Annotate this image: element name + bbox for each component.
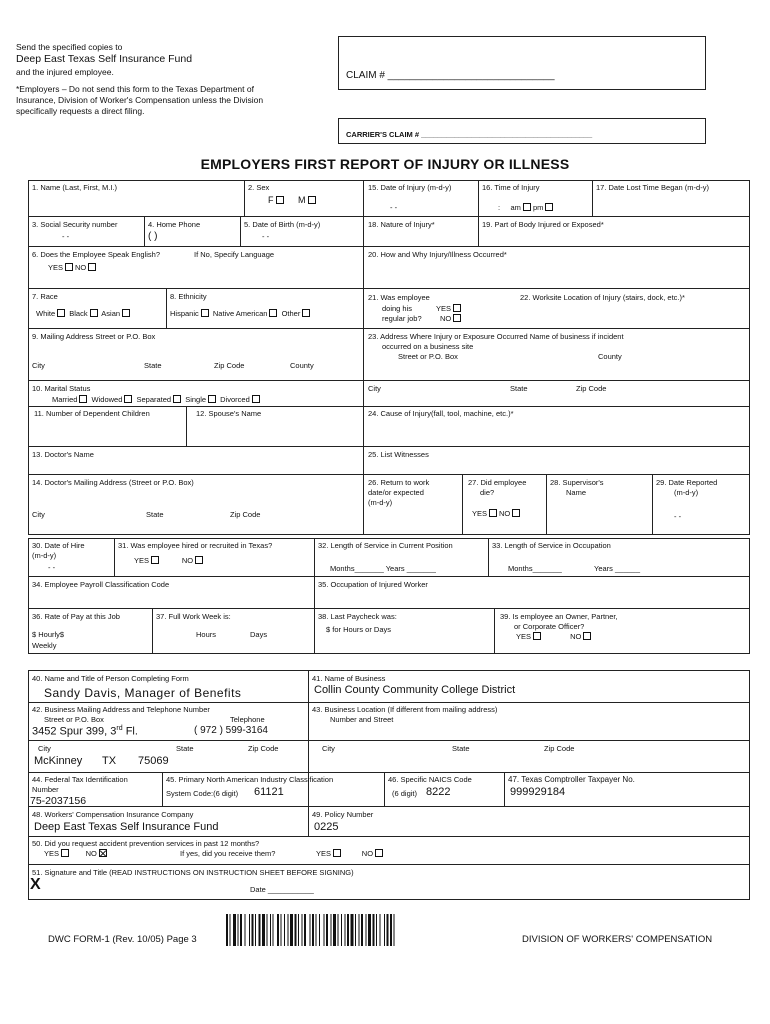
field-11-dependents[interactable]: 11. Number of Dependent Children bbox=[34, 409, 150, 418]
tax-id-value[interactable]: 75-2037156 bbox=[30, 795, 87, 807]
sex-f-label: F bbox=[268, 195, 274, 205]
sex-f-checkbox[interactable] bbox=[276, 196, 284, 204]
rate-of-pay-hourly[interactable]: $ Hourly$ bbox=[32, 630, 65, 639]
ssn-dashes: - - bbox=[62, 232, 70, 241]
specific-naics-label: (6 digit) bbox=[392, 789, 418, 798]
date-reported-line2: (m-d-y) bbox=[674, 488, 699, 497]
injury-address-line2: occurred on a business site bbox=[382, 342, 474, 351]
prevention-yes-checkbox[interactable] bbox=[61, 849, 69, 857]
injury-state-label: State bbox=[510, 384, 528, 393]
regular-job-text-2: regular job? bbox=[382, 314, 422, 323]
ethnicity-native-label: Native American bbox=[212, 309, 268, 318]
single-checkbox[interactable] bbox=[208, 395, 216, 403]
race-asian-checkbox[interactable] bbox=[122, 309, 130, 317]
signature-date[interactable]: Date ___________ bbox=[250, 885, 314, 894]
died-line2: die? bbox=[480, 488, 495, 497]
field-4-home-phone[interactable]: 4. Home Phone bbox=[148, 220, 201, 229]
field-22-worksite[interactable]: 22. Worksite Location of Injury (stairs, dock, etc.)* bbox=[520, 293, 685, 302]
hired-yes-label: YES bbox=[134, 556, 150, 565]
sex-m-checkbox[interactable] bbox=[308, 196, 316, 204]
field-33-service-occupation: 33. Length of Service in Occupation bbox=[492, 541, 611, 550]
field-41-business-name: 41. Name of Business bbox=[312, 674, 386, 683]
field-31-hired-texas: 31. Was employee hired or recruited in Texas? bbox=[118, 541, 273, 550]
race-options bbox=[36, 309, 132, 318]
last-paycheck-values[interactable]: $ for Hours or Days bbox=[326, 625, 392, 634]
field-16-injury-time[interactable]: 16. Time of Injury bbox=[482, 183, 540, 192]
received-no-checkbox[interactable] bbox=[375, 849, 383, 857]
owner-no-checkbox[interactable] bbox=[583, 632, 591, 640]
owner-no-label: NO bbox=[570, 632, 582, 641]
hired-no-checkbox[interactable] bbox=[195, 556, 203, 564]
field-6-english: 6. Does the Employee Speak English? bbox=[32, 250, 160, 259]
business-city-value[interactable]: McKinney bbox=[34, 755, 83, 767]
hired-texas-options bbox=[134, 556, 205, 565]
business-telephone-label: Telephone bbox=[230, 715, 265, 724]
business-street-label: Street or P.O. Box bbox=[44, 715, 104, 724]
rate-of-pay-weekly: Weekly bbox=[32, 641, 57, 650]
time-options bbox=[498, 203, 555, 212]
field-48-wc-insurer: 48. Workers' Compensation Insurance Company bbox=[32, 810, 194, 819]
doctor-zip-label: Zip Code bbox=[230, 510, 261, 519]
field-13-doctor[interactable]: 13. Doctor's Name bbox=[32, 450, 94, 459]
field-30-hire-date[interactable]: 30. Date of Hire bbox=[32, 541, 85, 550]
work-week-hours[interactable]: Hours bbox=[196, 630, 217, 639]
field-50-prevention: 50. Did you request accident prevention services in past 12 months? bbox=[32, 839, 260, 848]
field-51-signature: 51. Signature and Title (READ INSTRUCTIONS ON INSTRUCTION SHEET BEFORE SIGNING) bbox=[32, 868, 354, 877]
english-yes-checkbox[interactable] bbox=[65, 263, 73, 271]
field-8-ethnicity: 8. Ethnicity bbox=[170, 292, 207, 301]
hired-yes-checkbox[interactable] bbox=[151, 556, 159, 564]
mailing-city-label: City bbox=[32, 361, 45, 370]
ethnicity-other-checkbox[interactable] bbox=[302, 309, 310, 317]
business-phone-value[interactable]: ( 972 ) 599-3164 bbox=[194, 725, 268, 736]
owner-line2: or Corporate Officer? bbox=[514, 622, 585, 631]
received-yes-label: YES bbox=[316, 849, 332, 858]
prevention-no-checkbox[interactable] bbox=[99, 849, 107, 857]
mailing-county-label: County bbox=[290, 361, 314, 370]
prevention-yes-label: YES bbox=[44, 849, 60, 858]
return-work-line2: date/or expected bbox=[368, 488, 424, 497]
prevention-no-label: NO bbox=[85, 849, 97, 858]
sex-options bbox=[268, 195, 318, 206]
race-black-label: Black bbox=[69, 309, 88, 318]
regular-job-no-label: NO bbox=[440, 314, 452, 323]
english-yes-label: YES bbox=[48, 263, 64, 272]
business-zip-label: Zip Code bbox=[248, 744, 279, 753]
specific-naics-value[interactable]: 8222 bbox=[426, 786, 451, 798]
field-24-cause[interactable]: 24. Cause of Injury(fall, tool, machine, etc.)* bbox=[368, 409, 514, 418]
english-options bbox=[48, 263, 98, 272]
service-occupation-years[interactable]: Years ______ bbox=[594, 564, 641, 573]
date-reported-dashes: - - bbox=[674, 512, 682, 521]
ethnicity-other-label: Other bbox=[281, 309, 301, 318]
race-white-checkbox[interactable] bbox=[57, 309, 65, 317]
divorced-label: Divorced bbox=[220, 395, 250, 404]
injury-date-dashes: - - bbox=[390, 203, 398, 212]
field-47-comptroller: 47. Texas Comptroller Taxpayer No. bbox=[508, 775, 635, 784]
comptroller-value[interactable]: 999929184 bbox=[510, 786, 566, 798]
instructions-line3: and the injured employee. bbox=[16, 67, 114, 77]
died-yes-checkbox[interactable] bbox=[489, 509, 497, 517]
died-yes-label: YES bbox=[472, 509, 488, 518]
field-18-nature[interactable]: 18. Nature of Injury* bbox=[368, 220, 435, 229]
regular-job-text-1: doing his bbox=[382, 304, 413, 313]
field-34-payroll-code[interactable]: 34. Employee Payroll Classification Code bbox=[32, 580, 170, 589]
owner-options bbox=[516, 632, 593, 641]
naics-system-code-label: System Code:(6 digit) bbox=[166, 789, 239, 798]
field-14-doctor-address[interactable]: 14. Doctor's Mailing Address (Street or P.O. Box) bbox=[32, 478, 194, 487]
widowed-checkbox[interactable] bbox=[124, 395, 132, 403]
ethnicity-options bbox=[170, 309, 312, 318]
employer-note-1: *Employers – Do not send this form to the Texas Department of bbox=[16, 84, 254, 94]
regular-job-no-checkbox[interactable] bbox=[453, 314, 461, 322]
field-10-marital: 10. Marital Status bbox=[32, 384, 91, 393]
regular-job-yes-checkbox[interactable] bbox=[453, 304, 461, 312]
field-15-injury-date[interactable]: 15. Date of Injury (m-d-y) bbox=[368, 183, 452, 192]
mailing-state-label: State bbox=[144, 361, 162, 370]
hire-date-dashes: - - bbox=[48, 563, 56, 572]
hired-no-label: NO bbox=[181, 556, 194, 565]
field-43-business-location[interactable]: 43. Business Location (If different from mailing address) bbox=[312, 705, 498, 714]
signature-x[interactable]: X bbox=[30, 876, 41, 893]
phone-paren: ( ) bbox=[148, 231, 158, 242]
injury-street-label: Street or P.O. Box bbox=[398, 352, 458, 361]
employer-note-2: Insurance, Division of Worker's Compensation unless the Division bbox=[16, 95, 264, 105]
died-no-label: NO bbox=[499, 509, 511, 518]
pm-checkbox[interactable] bbox=[545, 203, 553, 211]
ethnicity-hispanic-checkbox[interactable] bbox=[201, 309, 209, 317]
died-options bbox=[472, 509, 522, 518]
barcode bbox=[226, 914, 514, 946]
form-number: DWC FORM-1 (Rev. 10/05) Page 3 bbox=[48, 934, 197, 945]
field-20-how-why[interactable]: 20. How and Why Injury/Illness Occurred* bbox=[368, 250, 507, 259]
business-name-value[interactable]: Collin County Community College District bbox=[314, 684, 516, 696]
injury-county-label: County bbox=[598, 352, 622, 361]
field-25-witnesses[interactable]: 25. List Witnesses bbox=[368, 450, 429, 459]
business-state-label: State bbox=[176, 744, 194, 753]
race-black-checkbox[interactable] bbox=[90, 309, 98, 317]
field-44-tax-id: 44. Federal Tax Identification bbox=[32, 775, 128, 784]
employer-note-3: specifically requests a direct filing. bbox=[16, 106, 145, 116]
wc-insurer-value[interactable]: Deep East Texas Self Insurance Fund bbox=[34, 821, 219, 833]
field-28-supervisor[interactable]: 28. Supervisor's bbox=[550, 478, 604, 487]
policy-value[interactable]: 0225 bbox=[314, 821, 339, 833]
business-state-value[interactable]: TX bbox=[102, 755, 117, 767]
service-current-months-years[interactable]: Months_______ Years _______ bbox=[330, 564, 436, 573]
field-39-owner: 39. Is employee an Owner, Partner, bbox=[500, 612, 618, 621]
division-name: DIVISION OF WORKERS' COMPENSATION bbox=[522, 934, 713, 945]
injury-city-label: City bbox=[368, 384, 381, 393]
dob-dashes: - - bbox=[262, 232, 270, 241]
field-35-occupation[interactable]: 35. Occupation of Injured Worker bbox=[318, 580, 428, 589]
field-7-race: 7. Race bbox=[32, 292, 58, 301]
regular-job-no bbox=[440, 314, 463, 323]
field-37-work-week: 37. Full Work Week is: bbox=[156, 612, 231, 621]
business-location-street-label: Number and Street bbox=[330, 715, 394, 724]
field-40-completer: 40. Name and Title of Person Completing Form bbox=[32, 674, 189, 683]
field-9-mailing-address[interactable]: 9. Mailing Address Street or P.O. Box bbox=[32, 332, 156, 341]
race-white-label: White bbox=[36, 309, 56, 318]
field-21-regular-job: 21. Was employee bbox=[368, 293, 430, 302]
am-label: am bbox=[510, 203, 521, 212]
business-city-label: City bbox=[38, 744, 51, 753]
business-street-floor: Fl. bbox=[122, 725, 138, 738]
claim-number[interactable]: CLAIM # ______________________________ bbox=[346, 70, 555, 81]
field-3-ssn[interactable]: 3. Social Security number bbox=[32, 220, 118, 229]
business-street-text: 3452 Spur 399, 3 bbox=[32, 725, 117, 738]
work-week-days[interactable]: Days bbox=[250, 630, 268, 639]
single-label: Single bbox=[185, 395, 207, 404]
race-asian-label: Asian bbox=[101, 309, 121, 318]
english-no-checkbox[interactable] bbox=[88, 263, 96, 271]
am-checkbox[interactable] bbox=[523, 203, 531, 211]
prevention-options bbox=[44, 849, 109, 858]
field-19-body-part[interactable]: 19. Part of Body Injured or Exposed* bbox=[482, 220, 604, 229]
married-checkbox[interactable] bbox=[79, 395, 87, 403]
received-yes-checkbox[interactable] bbox=[333, 849, 341, 857]
naics-value[interactable]: 61121 bbox=[254, 786, 284, 798]
business-street-value[interactable] bbox=[32, 725, 138, 738]
time-colon: : bbox=[498, 203, 501, 212]
completer-value[interactable]: Sandy Davis, Manager of Benefits bbox=[44, 686, 242, 700]
claim-box bbox=[338, 36, 706, 90]
supervisor-line2: Name bbox=[566, 488, 587, 497]
marital-options bbox=[52, 395, 262, 404]
owner-yes-checkbox[interactable] bbox=[533, 632, 541, 640]
sex-m-label: M bbox=[298, 195, 306, 205]
regular-job-yes-label: YES bbox=[436, 304, 452, 313]
pm-label: pm bbox=[532, 203, 544, 212]
business-street-sup: rd bbox=[116, 725, 123, 732]
field-27-died: 27. Did employee bbox=[468, 478, 527, 487]
tax-id-line2: Number bbox=[32, 785, 59, 794]
injury-zip-label: Zip Code bbox=[576, 384, 607, 393]
died-no-checkbox[interactable] bbox=[512, 509, 520, 517]
mailing-zip-label: Zip Code bbox=[214, 361, 245, 370]
service-occupation-months[interactable]: Months_______ bbox=[508, 564, 562, 573]
field-32-service-current: 32. Length of Service in Current Position bbox=[318, 541, 453, 550]
business-zip-value[interactable]: 75069 bbox=[138, 755, 169, 767]
field-23-injury-address[interactable]: 23. Address Where Injury or Exposure Occurred Name of business if incident bbox=[368, 332, 624, 341]
form-title: EMPLOYERS FIRST REPORT OF INJURY OR ILLNESS bbox=[200, 156, 570, 172]
ethnicity-hispanic-label: Hispanic bbox=[170, 309, 199, 318]
field-42-business-mailing: 42. Business Mailing Address and Telephone Number bbox=[32, 705, 210, 714]
married-label: Married bbox=[52, 395, 78, 404]
field-1-name[interactable]: 1. Name (Last, First, M.I.) bbox=[32, 183, 118, 192]
field-12-spouse[interactable]: 12. Spouse's Name bbox=[196, 409, 262, 418]
field-6-language[interactable]: If No, Specify Language bbox=[194, 250, 275, 259]
location-city-label: City bbox=[322, 744, 335, 753]
ethnicity-native-checkbox[interactable] bbox=[269, 309, 277, 317]
field-46-specific-naics: 46. Specific NAICS Code bbox=[388, 775, 472, 784]
separated-checkbox[interactable] bbox=[173, 395, 181, 403]
hire-date-line2: (m-d-y) bbox=[32, 551, 57, 560]
field-26-return-work[interactable]: 26. Return to work bbox=[368, 478, 430, 487]
location-zip-label: Zip Code bbox=[544, 744, 575, 753]
location-state-label: State bbox=[452, 744, 470, 753]
divorced-checkbox[interactable] bbox=[252, 395, 260, 403]
widowed-label: Widowed bbox=[91, 395, 123, 404]
field-45-naics: 45. Primary North American Industry Classification bbox=[166, 775, 334, 784]
received-options bbox=[316, 849, 385, 858]
field-17-lost-time[interactable]: 17. Date Lost Time Began (m-d-y) bbox=[596, 183, 709, 192]
field-29-date-reported[interactable]: 29. Date Reported bbox=[656, 478, 718, 487]
return-work-line3: (m-d-y) bbox=[368, 498, 393, 507]
doctor-city-label: City bbox=[32, 510, 45, 519]
separated-label: Separated bbox=[136, 395, 172, 404]
regular-job-yes bbox=[436, 304, 463, 313]
field-2-sex: 2. Sex bbox=[248, 183, 270, 192]
received-no-label: NO bbox=[361, 849, 374, 858]
english-no-label: NO bbox=[75, 263, 87, 272]
field-36-rate-of-pay: 36. Rate of Pay at this Job bbox=[32, 612, 120, 621]
field-5-dob[interactable]: 5. Date of Birth (m-d-y) bbox=[244, 220, 321, 229]
owner-yes-label: YES bbox=[516, 632, 532, 641]
field-49-policy: 49. Policy Number bbox=[312, 810, 374, 819]
instructions-line1: Send the specified copies to bbox=[16, 42, 123, 52]
fund-name: Deep East Texas Self Insurance Fund bbox=[16, 53, 193, 65]
received-question: If yes, did you receive them? bbox=[180, 849, 276, 858]
field-38-last-paycheck: 38. Last Paycheck was: bbox=[318, 612, 397, 621]
doctor-state-label: State bbox=[146, 510, 164, 519]
carrier-claim-number[interactable]: CARRIER'S CLAIM # _________________________________________ bbox=[346, 130, 593, 139]
